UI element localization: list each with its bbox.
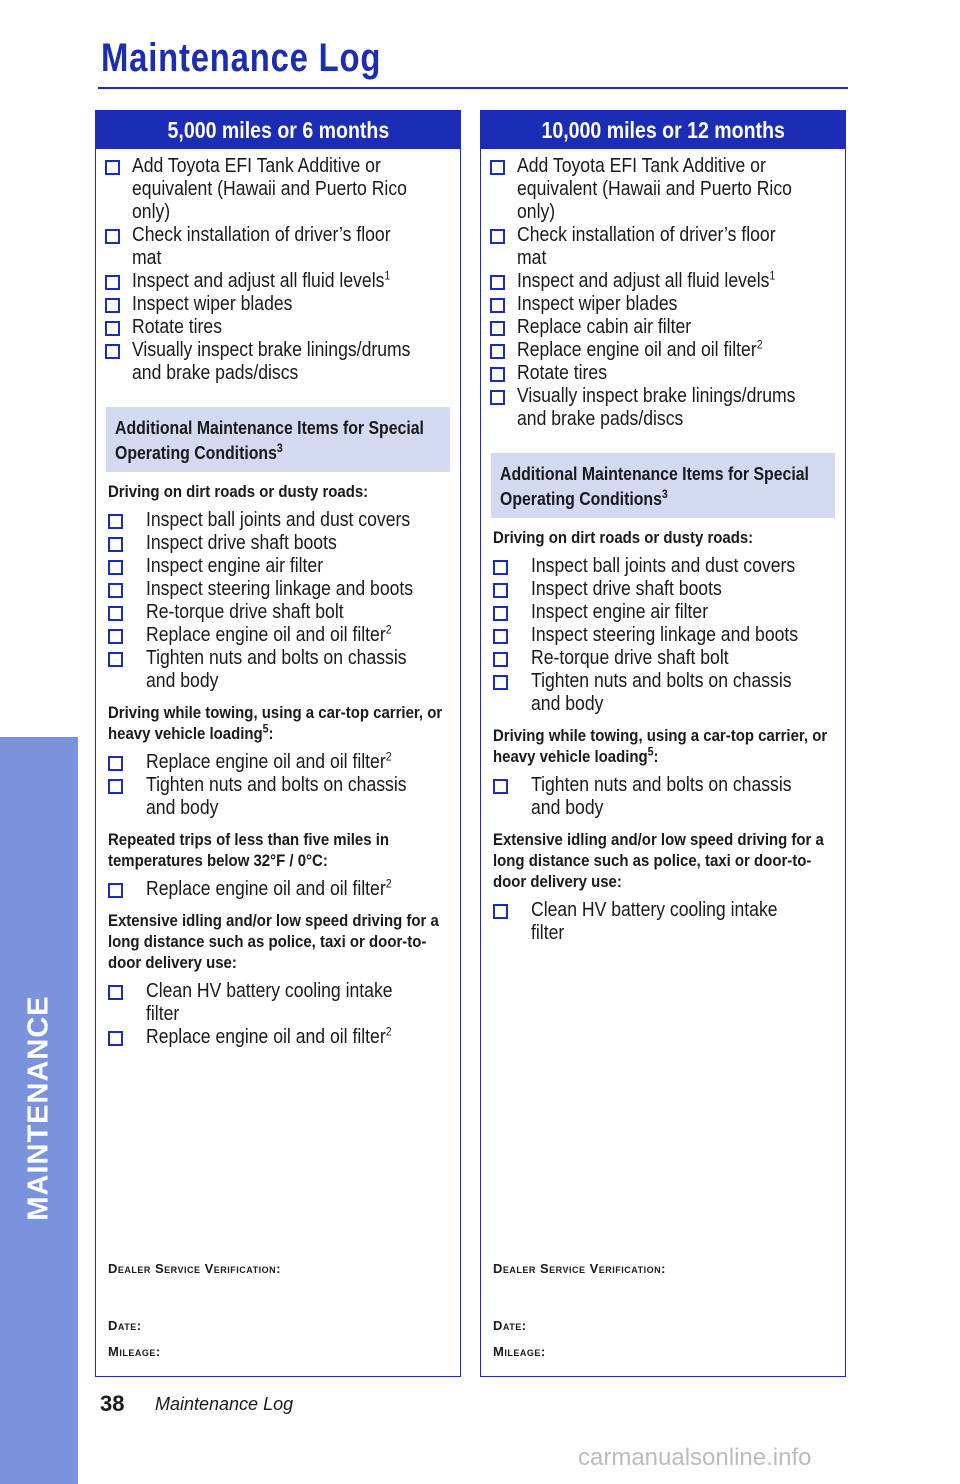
main-checklist	[481, 149, 845, 431]
checkbox[interactable]	[108, 560, 123, 575]
footnote-marker: 5	[262, 721, 269, 736]
checklist-item-text	[517, 155, 806, 224]
checklist-item-text	[531, 899, 807, 945]
special-conditions	[481, 518, 845, 945]
dealer-verification-label: Dealer Service Verification:	[493, 1261, 666, 1276]
checkbox[interactable]	[493, 629, 508, 644]
checkbox[interactable]	[493, 675, 508, 690]
checklist-item-text	[517, 224, 806, 270]
checklist-item-text	[517, 316, 806, 339]
additional-items-heading	[491, 453, 835, 518]
condition-title: Repeated trips of less than five miles in temperatures below 32°F / 0°C:	[108, 830, 390, 870]
additional-items-heading	[106, 407, 450, 472]
condition-heading-text	[108, 829, 451, 871]
checklist-item	[96, 1026, 460, 1049]
footnote-marker: 1	[769, 268, 776, 283]
condition-heading-text	[108, 910, 451, 973]
checklist-item-text	[146, 647, 422, 693]
checklist-item	[96, 647, 460, 693]
checklist-item-text	[132, 316, 421, 339]
checklist-item	[481, 774, 845, 820]
checklist-item-text	[517, 339, 806, 362]
item-text: Tighten nuts and bolts on chassis and body	[146, 647, 407, 692]
checklist-item-text	[132, 155, 421, 224]
column-10000-miles	[480, 110, 846, 1377]
checklist-item-text	[132, 293, 421, 316]
checklist-item-text	[146, 624, 422, 647]
checklist-item-text	[146, 532, 422, 555]
additional-items-title	[500, 462, 834, 512]
checklist-item-text	[146, 1026, 422, 1049]
checklist-item-text	[517, 362, 806, 385]
condition-title: Extensive idling and/or low speed driving for a long distance such as police, taxi or door-to-door delivery use:	[108, 911, 439, 972]
date-label: Date:	[108, 1318, 142, 1333]
checklist-item	[481, 155, 845, 224]
footnote-marker: 2	[385, 1024, 392, 1039]
additional-title-text: Additional Maintenance Items for Special Operating Conditions	[115, 418, 424, 463]
checklist-item	[481, 578, 845, 601]
checklist-item	[481, 647, 845, 670]
checklist-item	[481, 293, 845, 316]
checkbox[interactable]	[108, 1031, 123, 1046]
condition-checklist	[96, 974, 460, 1049]
checklist-item	[96, 624, 460, 647]
checklist-item	[96, 555, 460, 578]
footnote-marker: 2	[385, 876, 392, 891]
checklist-item	[481, 339, 845, 362]
checklist-item-text	[531, 774, 807, 820]
checklist-item	[96, 751, 460, 774]
checklist-item-text	[531, 555, 807, 578]
checklist-item	[481, 601, 845, 624]
item-text: Inspect wiper blades	[517, 293, 678, 315]
checklist-item	[96, 224, 460, 270]
condition-heading	[481, 518, 845, 549]
checklist-item-text	[132, 339, 421, 385]
item-text: Inspect ball joints and dust covers	[531, 555, 796, 577]
page-title: Maintenance Log	[101, 36, 382, 80]
checklist-item-text	[146, 878, 422, 901]
checklist-item-text	[531, 670, 807, 716]
condition-title: Driving while towing, using a car-top carrier, or heavy vehicle loading	[108, 703, 443, 743]
checklist-item-text	[132, 224, 421, 270]
checkbox[interactable]	[490, 275, 505, 290]
checklist-item	[481, 316, 845, 339]
item-text: Tighten nuts and bolts on chassis and body	[531, 774, 792, 819]
item-text: Inspect drive shaft boots	[531, 578, 722, 600]
item-text: Tighten nuts and bolts on chassis and body	[146, 774, 407, 819]
footnote-marker: 5	[647, 744, 654, 759]
item-text: Replace engine oil and oil filter	[146, 751, 386, 773]
checklist-item-text	[531, 601, 807, 624]
condition-checklist	[96, 503, 460, 693]
page-number: 38	[100, 1391, 125, 1416]
item-text: Inspect steering linkage and boots	[531, 624, 799, 646]
item-text: Inspect drive shaft boots	[146, 532, 337, 554]
footnote-marker: 2	[385, 622, 392, 637]
checkbox[interactable]	[490, 229, 505, 244]
column-header: 10,000 miles or 12 months	[481, 111, 845, 149]
item-text: Replace engine oil and oil filter	[517, 339, 757, 361]
checklist-item	[481, 555, 845, 578]
side-tab-label: MAINTENANCE	[22, 995, 55, 1221]
checkbox[interactable]	[490, 298, 505, 313]
checklist-item	[481, 624, 845, 647]
condition-checklist	[481, 893, 845, 945]
checkbox[interactable]	[490, 367, 505, 382]
checkbox[interactable]	[493, 583, 508, 598]
watermark: carmanualsonline.info	[578, 1444, 812, 1471]
item-text: Visually inspect brake linings/drums and brake pads/discs	[132, 339, 411, 384]
checkbox[interactable]	[105, 160, 120, 175]
checkbox[interactable]	[105, 298, 120, 313]
condition-heading-text: Driving while towing, using a car-top carrier, or heavy vehicle loading$^5$:	[108, 703, 443, 743]
checklist-item-text	[146, 774, 422, 820]
checklist-item-text	[146, 751, 422, 774]
additional-items-title	[115, 416, 449, 466]
checklist-item-text	[146, 555, 422, 578]
checklist-item	[96, 774, 460, 820]
checkbox[interactable]	[105, 229, 120, 244]
checkbox[interactable]	[108, 606, 123, 621]
item-text: Replace engine oil and oil filter	[146, 878, 386, 900]
checkbox[interactable]	[108, 883, 123, 898]
checkbox[interactable]	[108, 629, 123, 644]
item-text: Clean HV battery cooling intake filter	[531, 899, 778, 944]
footer-label: Maintenance Log	[155, 1394, 294, 1414]
item-text: Inspect engine air filter	[531, 601, 709, 623]
condition-heading-text	[493, 829, 836, 892]
item-text: Replace engine oil and oil filter	[146, 624, 386, 646]
footnote-marker: 1	[384, 268, 391, 283]
checklist-item-text	[517, 293, 806, 316]
condition-heading-text	[493, 527, 836, 548]
item-text: Visually inspect brake linings/drums and brake pads/discs	[517, 385, 796, 430]
checklist-item	[96, 578, 460, 601]
item-text: Inspect ball joints and dust covers	[146, 509, 411, 531]
checklist-item-text	[517, 270, 806, 293]
checklist-item	[96, 316, 460, 339]
column-header: 5,000 miles or 6 months	[96, 111, 460, 149]
checklist-item-text	[531, 624, 807, 647]
checklist-item-text	[531, 647, 807, 670]
item-text: Rotate tires	[517, 362, 607, 384]
checklist-item-text	[531, 578, 807, 601]
item-text: Rotate tires	[132, 316, 222, 338]
condition-heading	[481, 820, 845, 893]
checklist-item	[96, 270, 460, 293]
checkbox[interactable]	[493, 779, 508, 794]
checkbox[interactable]	[493, 904, 508, 919]
condition-title: Driving while towing, using a car-top carrier, or heavy vehicle loading	[493, 726, 828, 766]
checklist-item	[481, 270, 845, 293]
item-text: Check installation of driver’s floor mat	[517, 224, 776, 269]
checkbox[interactable]	[105, 275, 120, 290]
item-text: Tighten nuts and bolts on chassis and body	[531, 670, 792, 715]
item-text: Inspect steering linkage and boots	[146, 578, 414, 600]
checklist-item	[96, 509, 460, 532]
checkbox[interactable]	[108, 756, 123, 771]
checklist-item	[96, 532, 460, 555]
checklist-item	[481, 224, 845, 270]
item-text: Inspect and adjust all fluid levels	[517, 270, 770, 292]
condition-heading	[96, 472, 460, 503]
checkbox[interactable]	[493, 652, 508, 667]
condition-title: Driving on dirt roads or dusty roads:	[493, 528, 754, 547]
item-text: Inspect wiper blades	[132, 293, 293, 315]
checkbox[interactable]	[490, 390, 505, 405]
checkbox[interactable]	[493, 606, 508, 621]
checkbox[interactable]	[108, 779, 123, 794]
item-text: Check installation of driver’s floor mat	[132, 224, 391, 269]
checklist-item	[481, 670, 845, 716]
condition-title: Driving on dirt roads or dusty roads:	[108, 482, 369, 501]
date-label: Date:	[493, 1318, 527, 1333]
condition-heading	[481, 716, 845, 768]
footnote-marker: 3	[661, 487, 668, 501]
checklist-item	[481, 899, 845, 945]
condition-checklist	[96, 745, 460, 820]
footnote-marker: 2	[756, 337, 763, 352]
condition-checklist	[96, 872, 460, 901]
checklist-item	[96, 339, 460, 385]
special-conditions	[96, 472, 460, 1049]
condition-title: Extensive idling and/or low speed driving for a long distance such as police, taxi or door-to-door delivery use:	[493, 830, 824, 891]
dealer-verification-label: Dealer Service Verification:	[108, 1261, 281, 1276]
checklist-item-text	[132, 270, 421, 293]
condition-checklist	[481, 549, 845, 716]
checklist-item-text	[146, 578, 422, 601]
condition-heading	[96, 820, 460, 872]
additional-title-text: Additional Maintenance Items for Special Operating Conditions	[500, 464, 809, 509]
checkbox[interactable]	[108, 583, 123, 598]
mileage-label: Mileage:	[493, 1344, 546, 1359]
checkbox[interactable]	[105, 321, 120, 336]
checklist-item	[96, 601, 460, 624]
checklist-item	[96, 155, 460, 224]
checkbox[interactable]	[108, 537, 123, 552]
condition-heading	[96, 693, 460, 745]
footnote-marker: 2	[385, 749, 392, 764]
item-text: Inspect engine air filter	[146, 555, 324, 577]
item-text: Replace engine oil and oil filter	[146, 1026, 386, 1048]
checklist-item-text	[146, 601, 422, 624]
condition-heading-text: Driving while towing, using a car-top carrier, or heavy vehicle loading$^5$:	[493, 726, 828, 766]
item-text: Re-torque drive shaft bolt	[146, 601, 344, 623]
condition-checklist	[481, 768, 845, 820]
item-text: Add Toyota EFI Tank Additive or equivalent (Hawaii and Puerto Rico only)	[132, 155, 407, 223]
checklist-item-text	[146, 980, 422, 1026]
checklist-item-text	[517, 385, 806, 431]
mileage-label: Mileage:	[108, 1344, 161, 1359]
checkbox[interactable]	[493, 560, 508, 575]
checkbox[interactable]	[108, 652, 123, 667]
checkbox[interactable]	[490, 344, 505, 359]
item-text: Clean HV battery cooling intake filter	[146, 980, 393, 1025]
checklist-item	[481, 385, 845, 431]
title-rule	[98, 87, 848, 89]
checkbox[interactable]	[490, 321, 505, 336]
item-text: Add Toyota EFI Tank Additive or equivalent (Hawaii and Puerto Rico only)	[517, 155, 792, 223]
column-5000-miles	[95, 110, 461, 1377]
checklist-item-text	[146, 509, 422, 532]
checklist-item	[481, 362, 845, 385]
condition-heading	[96, 901, 460, 974]
condition-heading-text	[108, 481, 451, 502]
checkbox[interactable]	[105, 344, 120, 359]
item-text: Inspect and adjust all fluid levels	[132, 270, 385, 292]
checkbox[interactable]	[108, 514, 123, 529]
checkbox[interactable]	[108, 985, 123, 1000]
item-text: Re-torque drive shaft bolt	[531, 647, 729, 669]
checklist-item	[96, 980, 460, 1026]
checklist-item	[96, 878, 460, 901]
checklist-item	[96, 293, 460, 316]
checkbox[interactable]	[490, 160, 505, 175]
footnote-marker: 3	[276, 441, 283, 455]
item-text: Replace cabin air filter	[517, 316, 692, 338]
main-checklist	[96, 149, 460, 385]
